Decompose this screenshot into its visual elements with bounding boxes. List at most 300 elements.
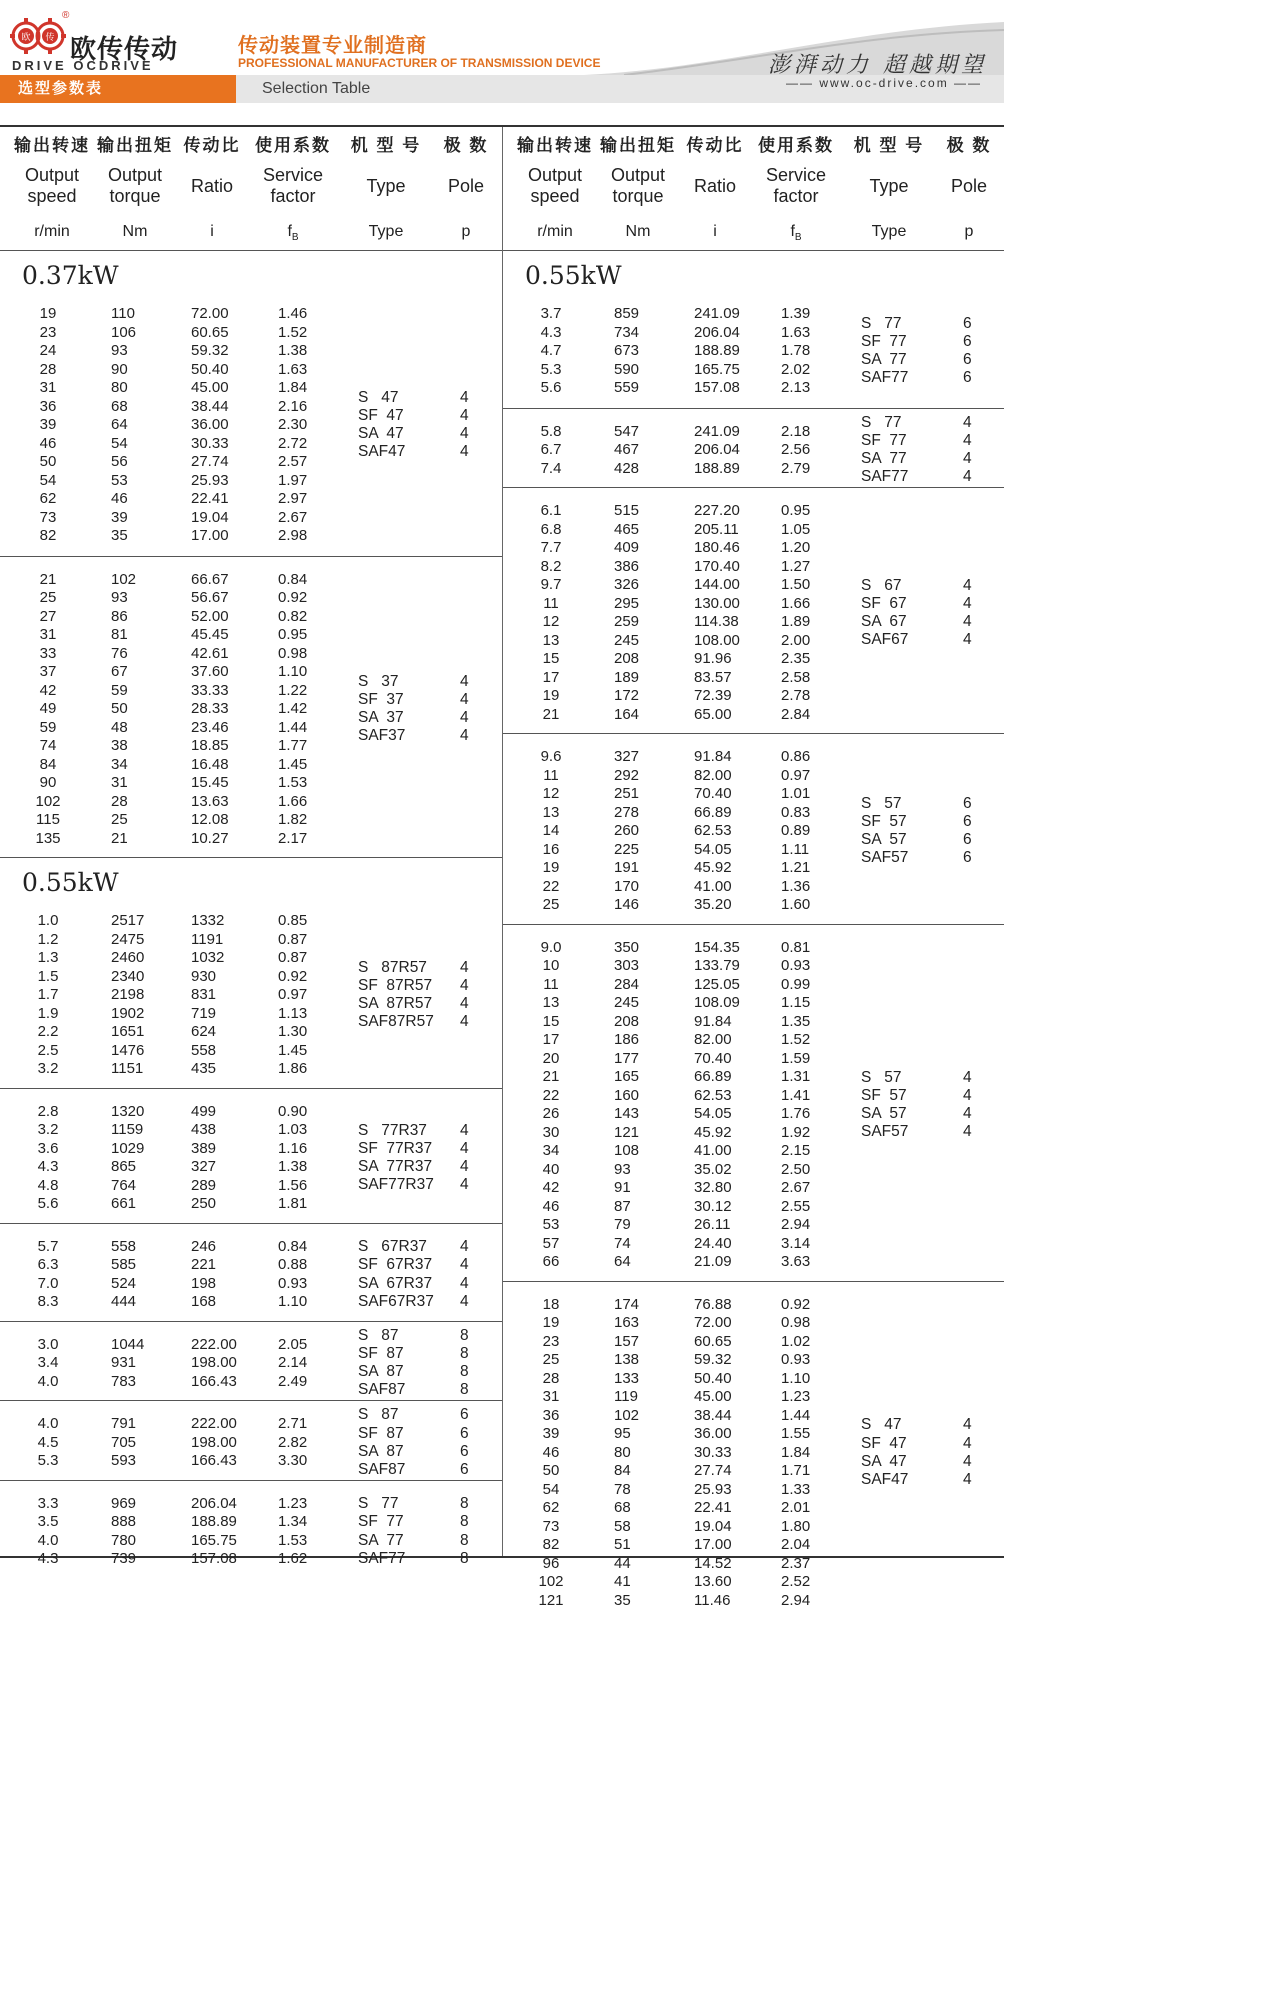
pole-count: 4: [460, 995, 469, 1013]
table-cell: 0.82: [278, 607, 308, 625]
column-header-left: [0, 127, 502, 251]
table-cell: 7.0: [37, 1274, 59, 1292]
table-cell: 189: [614, 668, 640, 686]
table-cell: 15: [542, 1012, 560, 1030]
table-cell: 5.8: [540, 422, 562, 440]
table-cell: 138: [614, 1351, 640, 1368]
table-cell: 1.21: [781, 859, 811, 876]
table-cell: 1.78: [781, 342, 811, 359]
table-cell: 1.59: [781, 1049, 811, 1067]
table-block: [0, 556, 502, 859]
table-cell: 177: [614, 1049, 640, 1067]
table-cell: 87: [614, 1197, 631, 1215]
page-header: [0, 0, 1004, 103]
table-cell: 2.8: [37, 1102, 59, 1120]
pole-count: 6: [963, 849, 972, 867]
table-cell: 11: [543, 975, 559, 993]
table-cell: 31: [542, 1388, 560, 1405]
table-cell: 102: [111, 570, 137, 588]
pole-count: 4: [460, 1238, 469, 1256]
table-cell: 1.3: [37, 949, 59, 966]
table-cell: 1.89: [781, 613, 811, 630]
table-cell: 157.08: [694, 379, 740, 396]
table-row: [503, 539, 1004, 558]
table-cell: 0.86: [781, 748, 811, 765]
table-row: [503, 324, 1004, 343]
pole-count: 4: [460, 388, 469, 406]
table-row: [0, 663, 502, 682]
table-cell: 3.30: [278, 1452, 308, 1469]
table-row: [503, 441, 1004, 460]
table-cell: 1.13: [278, 1004, 308, 1022]
table-row: [0, 398, 502, 417]
col-header-en-line: factor: [773, 186, 819, 206]
table-row: [503, 502, 1004, 521]
table-cell: 64: [614, 1253, 631, 1270]
table-cell: 28.33: [191, 700, 229, 717]
table-cell: 2.97: [278, 490, 308, 507]
type-designation: SAF47: [358, 443, 406, 461]
table-cell: 18: [542, 1295, 560, 1313]
col-header-en-line: Pole: [447, 176, 485, 196]
table-cell: 9.6: [540, 748, 562, 765]
table-cell: 13.63: [191, 792, 229, 810]
table-cell: 73: [39, 508, 57, 526]
table-cell: 1.55: [781, 1425, 811, 1442]
table-row: [0, 305, 502, 324]
table-cell: 0.87: [278, 930, 308, 948]
table-cell: 547: [614, 422, 640, 440]
table-cell: 0.98: [781, 1314, 811, 1331]
table-cell: 82.00: [694, 766, 732, 784]
table-cell: 4.3: [37, 1550, 59, 1567]
col-header-unit-text: i: [210, 223, 214, 240]
table-cell: 39: [39, 416, 57, 433]
table-row: [503, 1370, 1004, 1389]
table-row: [0, 589, 502, 608]
table-cell: 1.82: [278, 811, 308, 828]
table-cell: 2.17: [278, 829, 308, 847]
pole-count: 4: [963, 1086, 972, 1104]
table-row: [503, 1235, 1004, 1254]
table-cell: 121: [538, 1591, 564, 1609]
table-cell: 68: [614, 1499, 631, 1516]
table-cell: 0.93: [278, 1274, 308, 1292]
table-cell: 1.45: [278, 1041, 308, 1059]
pole-count: 8: [460, 1345, 469, 1363]
table-cell: 2.71: [278, 1415, 308, 1432]
table-cell: 2.18: [781, 422, 811, 440]
table-cell: 91.84: [694, 1012, 732, 1030]
table-cell: 1.23: [781, 1388, 811, 1405]
table-row: [0, 509, 502, 528]
table-cell: 251: [614, 785, 640, 802]
table-cell: 1032: [191, 949, 225, 966]
table-cell: 2.57: [278, 453, 308, 470]
table-cell: 108.00: [694, 631, 740, 649]
table-cell: 46: [542, 1197, 560, 1215]
table-cell: 91: [614, 1179, 631, 1196]
table-cell: 37: [39, 663, 57, 680]
type-designation: SA 57: [861, 831, 907, 849]
type-designation: SF 77R37: [358, 1139, 433, 1157]
table-cell: 2.35: [781, 650, 811, 667]
table-cell: 1.62: [278, 1550, 308, 1567]
col-header-en: [90, 165, 180, 207]
type-designation: S 77: [861, 314, 902, 332]
table-row: [0, 682, 502, 701]
table-row: [0, 379, 502, 398]
type-designation: SAF77: [861, 369, 909, 387]
table-cell: 1044: [111, 1335, 145, 1353]
type-designation: S 87: [358, 1326, 399, 1344]
table-cell: 12.08: [191, 811, 229, 828]
type-designation: S 77R37: [358, 1121, 427, 1139]
table-cell: 1.02: [781, 1332, 811, 1350]
table-cell: 35.02: [694, 1160, 732, 1178]
registered-mark: ®: [62, 10, 70, 21]
table-row: [0, 1452, 502, 1471]
table-cell: 18.85: [191, 737, 229, 754]
table-cell: 54.05: [694, 1105, 732, 1122]
pole-count: 4: [460, 958, 469, 976]
table-cell: 19: [542, 687, 560, 704]
col-header-unit: [751, 221, 841, 248]
table-block: [0, 251, 502, 556]
col-header-unit: [593, 221, 683, 242]
column-header-right: [503, 127, 1004, 251]
table-cell: 1.5: [37, 967, 59, 985]
type-designation: SAF67: [861, 631, 909, 649]
table-cell: 7.4: [540, 459, 562, 477]
table-row: [503, 379, 1004, 398]
col-header-en-line: Output: [610, 165, 666, 185]
table-cell: 1.80: [781, 1517, 811, 1535]
table-cell: 386: [614, 557, 640, 575]
table-cell: 45.92: [694, 859, 732, 876]
col-header-cn: 极 数: [443, 136, 489, 155]
table-cell: 1.38: [278, 1158, 308, 1175]
table-cell: 51: [614, 1536, 631, 1553]
table-row: [503, 1314, 1004, 1333]
table-cell: 19: [542, 859, 560, 876]
website-link[interactable]: —— www.oc-drive.com ——: [786, 76, 983, 90]
type-designation: SF 67R37: [358, 1256, 433, 1274]
table-cell: 1.7: [37, 986, 59, 1003]
table-cell: 888: [111, 1513, 137, 1530]
table-cell: 3.2: [37, 1060, 59, 1077]
table-cell: 50: [39, 453, 57, 470]
table-cell: 16.48: [191, 755, 229, 773]
table-cell: 2517: [111, 912, 145, 929]
pole-count: 4: [963, 432, 972, 450]
table-cell: 34: [542, 1142, 560, 1159]
pole-count: 4: [460, 1158, 469, 1175]
table-cell: 174: [614, 1295, 640, 1313]
table-row: [503, 632, 1004, 651]
table-cell: 25.93: [694, 1480, 732, 1498]
table-cell: 2.05: [278, 1335, 308, 1353]
table-cell: 2.01: [781, 1499, 811, 1516]
table-cell: 1.20: [781, 539, 811, 556]
col-header-en-line: Pole: [950, 176, 988, 196]
table-row: [503, 1031, 1004, 1050]
type-designation: SAF87R57: [358, 1013, 434, 1031]
type-designation: S 67R37: [358, 1238, 427, 1256]
table-cell: 428: [614, 459, 640, 477]
table-cell: 44: [614, 1554, 631, 1572]
col-header-en: [680, 176, 750, 197]
table-cell: 4.0: [37, 1372, 59, 1390]
table-cell: 79: [614, 1216, 631, 1233]
table-cell: 0.95: [278, 626, 308, 643]
table-cell: 0.90: [278, 1102, 308, 1120]
table-cell: 82: [39, 527, 57, 544]
table-row: [503, 1253, 1004, 1272]
table-cell: 2.72: [278, 434, 308, 452]
table-cell: 1.22: [278, 681, 308, 699]
table-cell: 108.09: [694, 994, 740, 1011]
table-cell: 5.6: [37, 1195, 59, 1212]
table-cell: 31: [39, 379, 57, 396]
table-cell: 60.65: [191, 323, 229, 341]
table-cell: 10.27: [191, 829, 229, 847]
type-designation: S 47: [358, 388, 399, 406]
table-cell: 865: [111, 1158, 137, 1175]
table-cell: 0.99: [781, 975, 811, 993]
table-cell: 292: [614, 766, 640, 784]
table-row: [503, 785, 1004, 804]
table-cell: 1.9: [37, 1004, 59, 1022]
table-row: [0, 1550, 502, 1569]
col-header-unit: [839, 221, 939, 242]
table-cell: 84: [39, 755, 57, 773]
table-cell: 2.5: [37, 1041, 59, 1059]
table-cell: 245: [614, 994, 640, 1011]
table-cell: 25: [542, 896, 560, 913]
table-cell: 90: [39, 774, 57, 791]
table-cell: 188.89: [694, 459, 740, 477]
pole-count: 6: [963, 794, 972, 812]
table-cell: 166.43: [191, 1452, 237, 1469]
table-cell: 1.46: [278, 305, 308, 322]
col-header-cn: 使用系数: [758, 136, 834, 155]
table-cell: 82.00: [694, 1031, 732, 1048]
type-designation: SA 67: [861, 613, 907, 630]
table-cell: 36.00: [694, 1425, 732, 1442]
table-row: [503, 558, 1004, 577]
pole-count: 6: [963, 314, 972, 332]
table-cell: 2460: [111, 949, 145, 966]
table-cell: 739: [111, 1550, 137, 1567]
table-cell: 34: [111, 755, 128, 773]
table-row: [503, 706, 1004, 725]
table-cell: 56: [111, 453, 128, 470]
col-header-en: [839, 176, 939, 197]
table-row: [503, 1573, 1004, 1592]
table-cell: 3.6: [37, 1139, 59, 1157]
table-row: [503, 1462, 1004, 1481]
table-cell: 21: [542, 1068, 560, 1085]
table-row: [503, 896, 1004, 915]
pole-count: 4: [460, 1176, 469, 1194]
col-header-en: [751, 165, 841, 207]
table-row: [0, 1532, 502, 1551]
table-cell: 465: [614, 520, 640, 538]
table-cell: 60.65: [694, 1332, 732, 1350]
table-row: [503, 1388, 1004, 1407]
table-cell: 22.41: [191, 490, 229, 507]
table-cell: 21: [111, 829, 128, 847]
table-cell: 110: [111, 305, 135, 322]
table-cell: 8.2: [540, 557, 562, 575]
table-cell: 59: [39, 718, 57, 736]
table-cell: 74: [614, 1234, 631, 1252]
table-cell: 1.52: [781, 1031, 811, 1048]
col-header-cn: 输出扭矩: [97, 136, 173, 155]
table-cell: 624: [191, 1023, 217, 1040]
table-cell: 1.42: [278, 700, 308, 717]
table-cell: 1.34: [278, 1513, 308, 1530]
table-cell: 35.20: [694, 896, 732, 913]
table-cell: 2.55: [781, 1197, 811, 1215]
table-cell: 66.67: [191, 570, 229, 588]
table-cell: 33.33: [191, 681, 229, 699]
pole-count: 4: [963, 468, 972, 486]
table-cell: 59.32: [694, 1351, 732, 1368]
table-cell: 438: [191, 1121, 217, 1138]
type-designation: S 87: [358, 1406, 399, 1424]
table-cell: 24: [39, 342, 57, 359]
pole-count: 8: [460, 1531, 469, 1549]
table-cell: 705: [111, 1433, 137, 1451]
type-designation: SAF37: [358, 727, 406, 745]
type-designation: SAF57: [861, 849, 909, 867]
type-designation: SA 57: [861, 1105, 907, 1122]
table-cell: 2.49: [278, 1372, 308, 1390]
table-cell: 2198: [111, 986, 145, 1003]
table-row: [503, 687, 1004, 706]
table-row: [503, 1124, 1004, 1143]
table-row: [0, 527, 502, 546]
website-text[interactable]: www.oc-drive.com: [819, 76, 949, 90]
table-cell: 38.44: [191, 397, 229, 415]
table-cell: 164: [614, 705, 640, 723]
col-header-cn: 传动比: [686, 136, 744, 155]
table-cell: 165: [614, 1068, 640, 1085]
table-cell: 1159: [111, 1121, 144, 1138]
table-cell: 969: [111, 1494, 137, 1512]
table-cell: 3.3: [37, 1494, 59, 1512]
table-cell: 40: [542, 1160, 560, 1178]
logo-mark-right: 传: [45, 33, 55, 43]
type-designation: SAF77: [861, 468, 909, 486]
table-cell: 208: [614, 1012, 640, 1030]
table-cell: 2.14: [278, 1354, 308, 1371]
table-cell: 66: [542, 1253, 560, 1270]
table-cell: 17: [542, 1031, 560, 1048]
table-cell: 1.38: [278, 342, 308, 359]
table-cell: 227.20: [694, 502, 740, 519]
table-cell: 1.71: [781, 1462, 811, 1479]
table-cell: 25: [542, 1351, 560, 1368]
table-cell: 5.6: [540, 379, 562, 396]
gear-logo-icon: [8, 12, 68, 60]
table-cell: 91.96: [694, 650, 732, 667]
table-cell: 62.53: [694, 1086, 732, 1104]
table-cell: 0.97: [781, 766, 811, 784]
table-cell: 11: [543, 594, 559, 612]
table-cell: 32.80: [694, 1179, 732, 1196]
table-row: [503, 1333, 1004, 1352]
table-cell: 1.30: [278, 1023, 308, 1040]
col-header-en-line: Ratio: [190, 176, 234, 196]
type-designation: SF 87: [358, 1424, 404, 1442]
table-row: [0, 435, 502, 454]
table-cell: 2.16: [278, 397, 308, 415]
pole-count: 4: [460, 1013, 469, 1031]
table-cell: 53: [542, 1216, 560, 1233]
pole-count: 4: [963, 1416, 972, 1434]
table-row: [503, 1087, 1004, 1106]
table-row: [0, 719, 502, 738]
col-header-en-line: Output: [527, 165, 583, 185]
table-cell: 2.56: [781, 441, 811, 458]
table-cell: 42.61: [191, 644, 229, 662]
table-row: [503, 859, 1004, 878]
col-header-unit: [177, 221, 247, 242]
table-cell: 11: [543, 766, 559, 784]
table-cell: 28: [542, 1369, 560, 1387]
table-cell: 45.45: [191, 626, 229, 643]
table-row: [503, 1142, 1004, 1161]
table-cell: 1.36: [781, 877, 811, 895]
table-cell: 1.01: [781, 785, 811, 802]
table-cell: 10: [542, 957, 560, 974]
table-cell: 6.1: [540, 502, 562, 519]
table-cell: 143: [614, 1105, 640, 1122]
table-cell: 673: [614, 342, 640, 359]
table-cell: 1.97: [278, 471, 308, 489]
pole-count: 6: [963, 369, 972, 387]
col-header-cn: 极 数: [946, 136, 992, 155]
logo-mark-left: 欧: [21, 33, 31, 43]
table-cell: 1.15: [781, 994, 811, 1011]
table-cell: 661: [111, 1195, 137, 1212]
type-designation: SA 77: [861, 450, 907, 468]
table-cell: 0.89: [781, 822, 811, 839]
table-row: [0, 361, 502, 380]
table-row: [503, 1481, 1004, 1500]
pole-count: 4: [460, 691, 469, 709]
table-cell: 1.84: [278, 379, 308, 396]
pole-count: 4: [963, 1123, 972, 1141]
table-cell: 12: [542, 613, 560, 630]
table-cell: 4.7: [540, 342, 562, 359]
table-cell: 17: [542, 668, 560, 686]
type-designation: S 37: [358, 672, 399, 690]
table-cell: 73: [542, 1517, 560, 1535]
table-cell: 278: [614, 803, 640, 821]
table-cell: 82: [542, 1536, 560, 1553]
type-designation: SF 77: [358, 1513, 404, 1531]
table-cell: 6.7: [540, 441, 562, 458]
table-cell: 62.53: [694, 822, 732, 839]
table-cell: 1.84: [781, 1443, 811, 1461]
table-cell: 499: [191, 1102, 217, 1120]
table-row: [503, 841, 1004, 860]
tagline-cn: 传动装置专业制造商: [238, 35, 427, 57]
